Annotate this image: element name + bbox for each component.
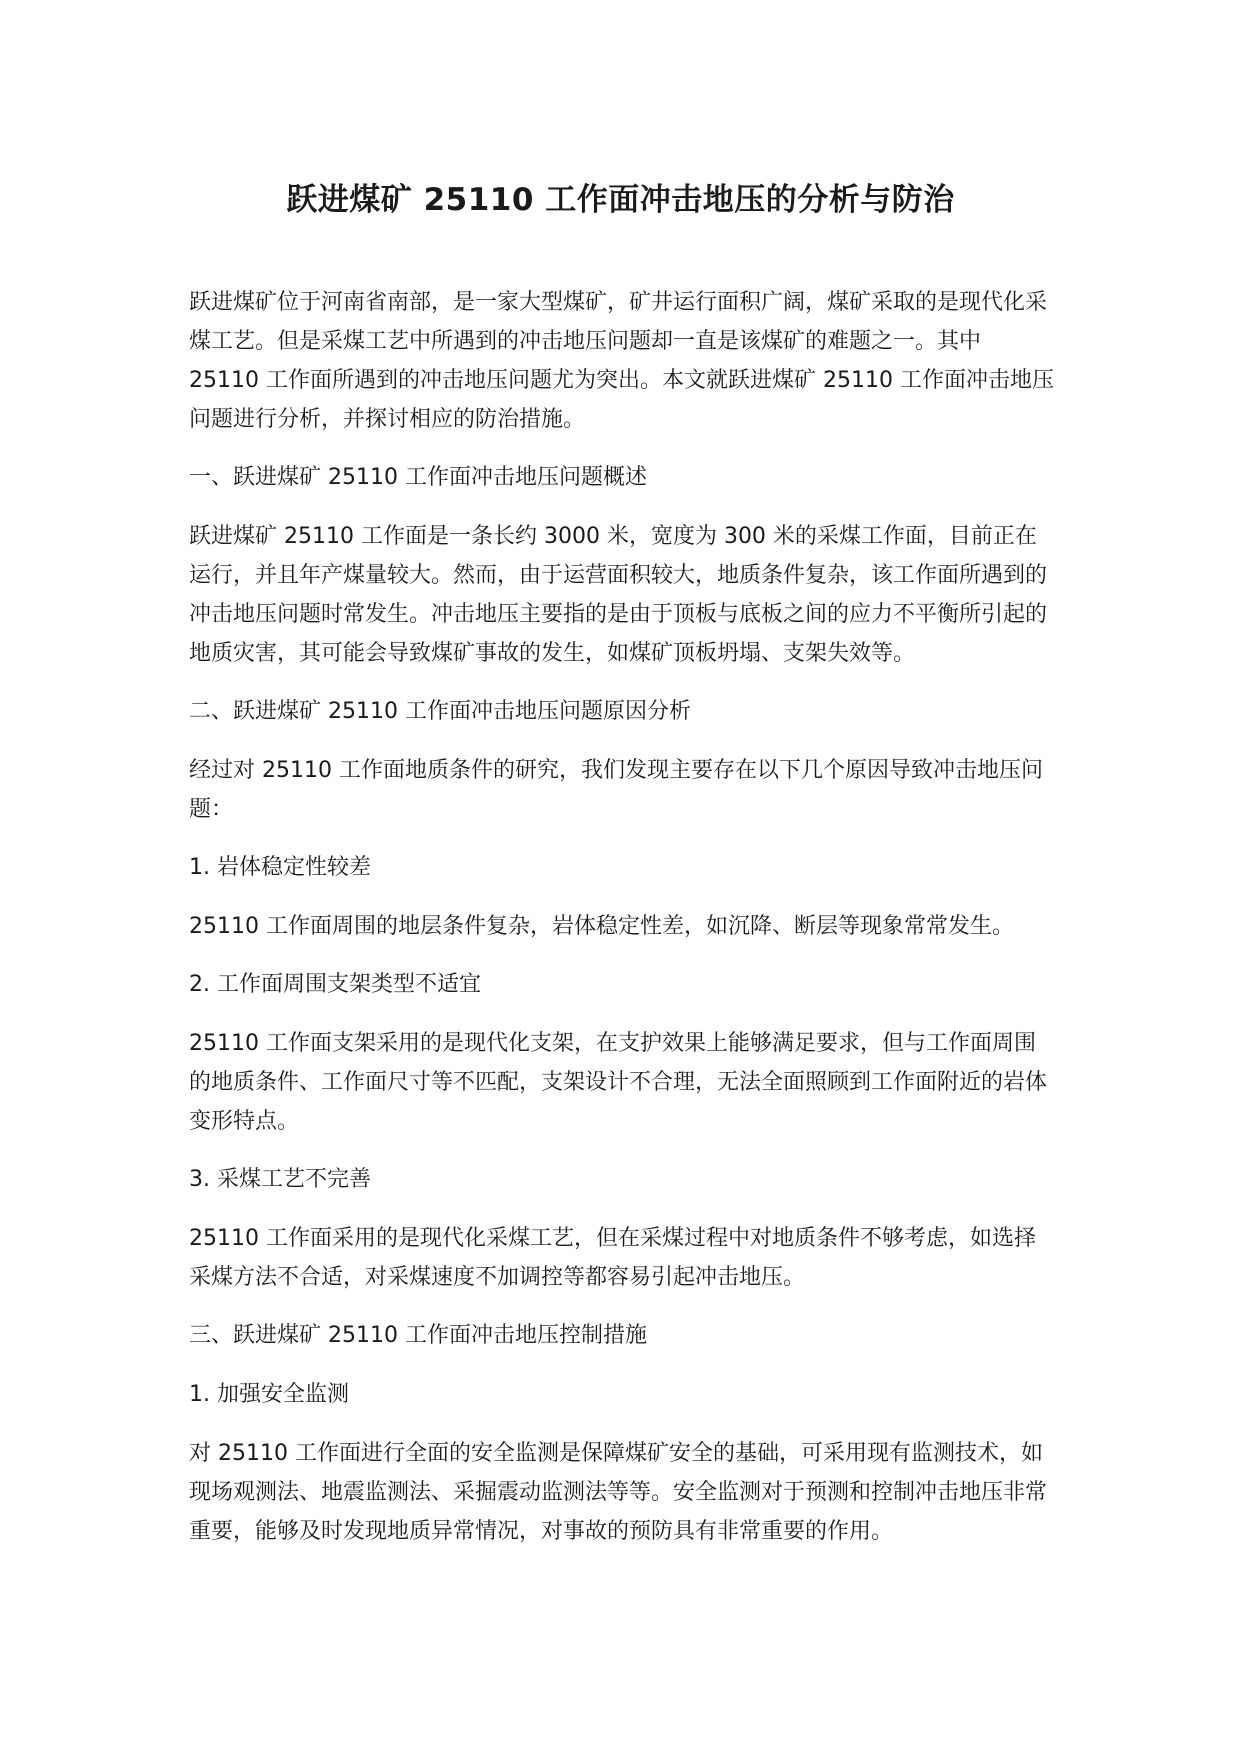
document-title: 跃进煤矿 25110 工作面冲击地压的分析与防治 (286, 182, 955, 218)
support-type-paragraph: 25110 工作面支架采用的是现代化支架，在支护效果上能够满足要求，但与工作面周围的地质条件、工作面尺寸等不匹配，支架设计不合理，无法全面照顾到工作面附近的岩体变形特点。 (189, 1031, 1048, 1134)
rock-stability-paragraph: 25110 工作面周围的地层条件复杂，岩体稳定性差，如沉降、断层等现象常常发生。 (189, 914, 1014, 939)
section-heading-2: 二、跃进煤矿 25110 工作面冲击地压问题原因分析 (189, 699, 691, 724)
document-body (189, 283, 1055, 1570)
mining-process-paragraph: 25110 工作面采用的是现代化采煤工艺，但在采煤过程中对地质条件不够考虑，如选择采煤方法不合适，对采煤速度不加调控等都容易引起冲击地压。 (189, 1226, 1036, 1290)
section-1-paragraph: 跃进煤矿 25110 工作面是一条长约 3000 米，宽度为 300 米的采煤工作面，目前正在运行，并且年产煤量较大。然而，由于运营面积较大，地质条件复杂，该工作面所遇到的冲击地压问题时常发生。冲击地压主要指的是由于顶板与底板之间的应力不平衡所引起的地质灾害，其可能会导致煤矿事故的发生，如煤矿顶板坍塌、支架失效等。 (189, 524, 1048, 666)
subheading-rock-stability: 1. 岩体稳定性较差 (189, 855, 371, 880)
section-heading-3: 三、跃进煤矿 25110 工作面冲击地压控制措施 (189, 1323, 647, 1348)
intro-paragraph: 跃进煤矿位于河南省南部，是一家大型煤矿，矿井运行面积广阔，煤矿采取的是现代化采煤工艺。但是采煤工艺中所遇到的冲击地压问题却一直是该煤矿的难题之一。其中 25110 工作面所遇到的冲击地压问题尤为突出。本文就跃进煤矿 25110 工作面冲击地压问题进行分析，并探讨相应的防治措施。 (189, 290, 1054, 432)
subheading-safety-monitoring: 1. 加强安全监测 (189, 1382, 349, 1407)
subheading-support-type: 2. 工作面周围支架类型不适宜 (189, 972, 481, 997)
section-2-paragraph: 经过对 25110 工作面地质条件的研究，我们发现主要存在以下几个原因导致冲击地压问题： (189, 758, 1043, 822)
safety-monitoring-paragraph: 对 25110 工作面进行全面的安全监测是保障煤矿安全的基础，可采用现有监测技术，如现场观测法、地震监测法、采掘震动监测法等等。安全监测对于预测和控制冲击地压非常重要，能够及时发现地质异常情况，对事故的预防具有非常重要的作用。 (189, 1441, 1048, 1544)
section-heading-1: 一、跃进煤矿 25110 工作面冲击地压问题概述 (189, 465, 647, 490)
subheading-mining-process: 3. 采煤工艺不完善 (189, 1167, 371, 1192)
